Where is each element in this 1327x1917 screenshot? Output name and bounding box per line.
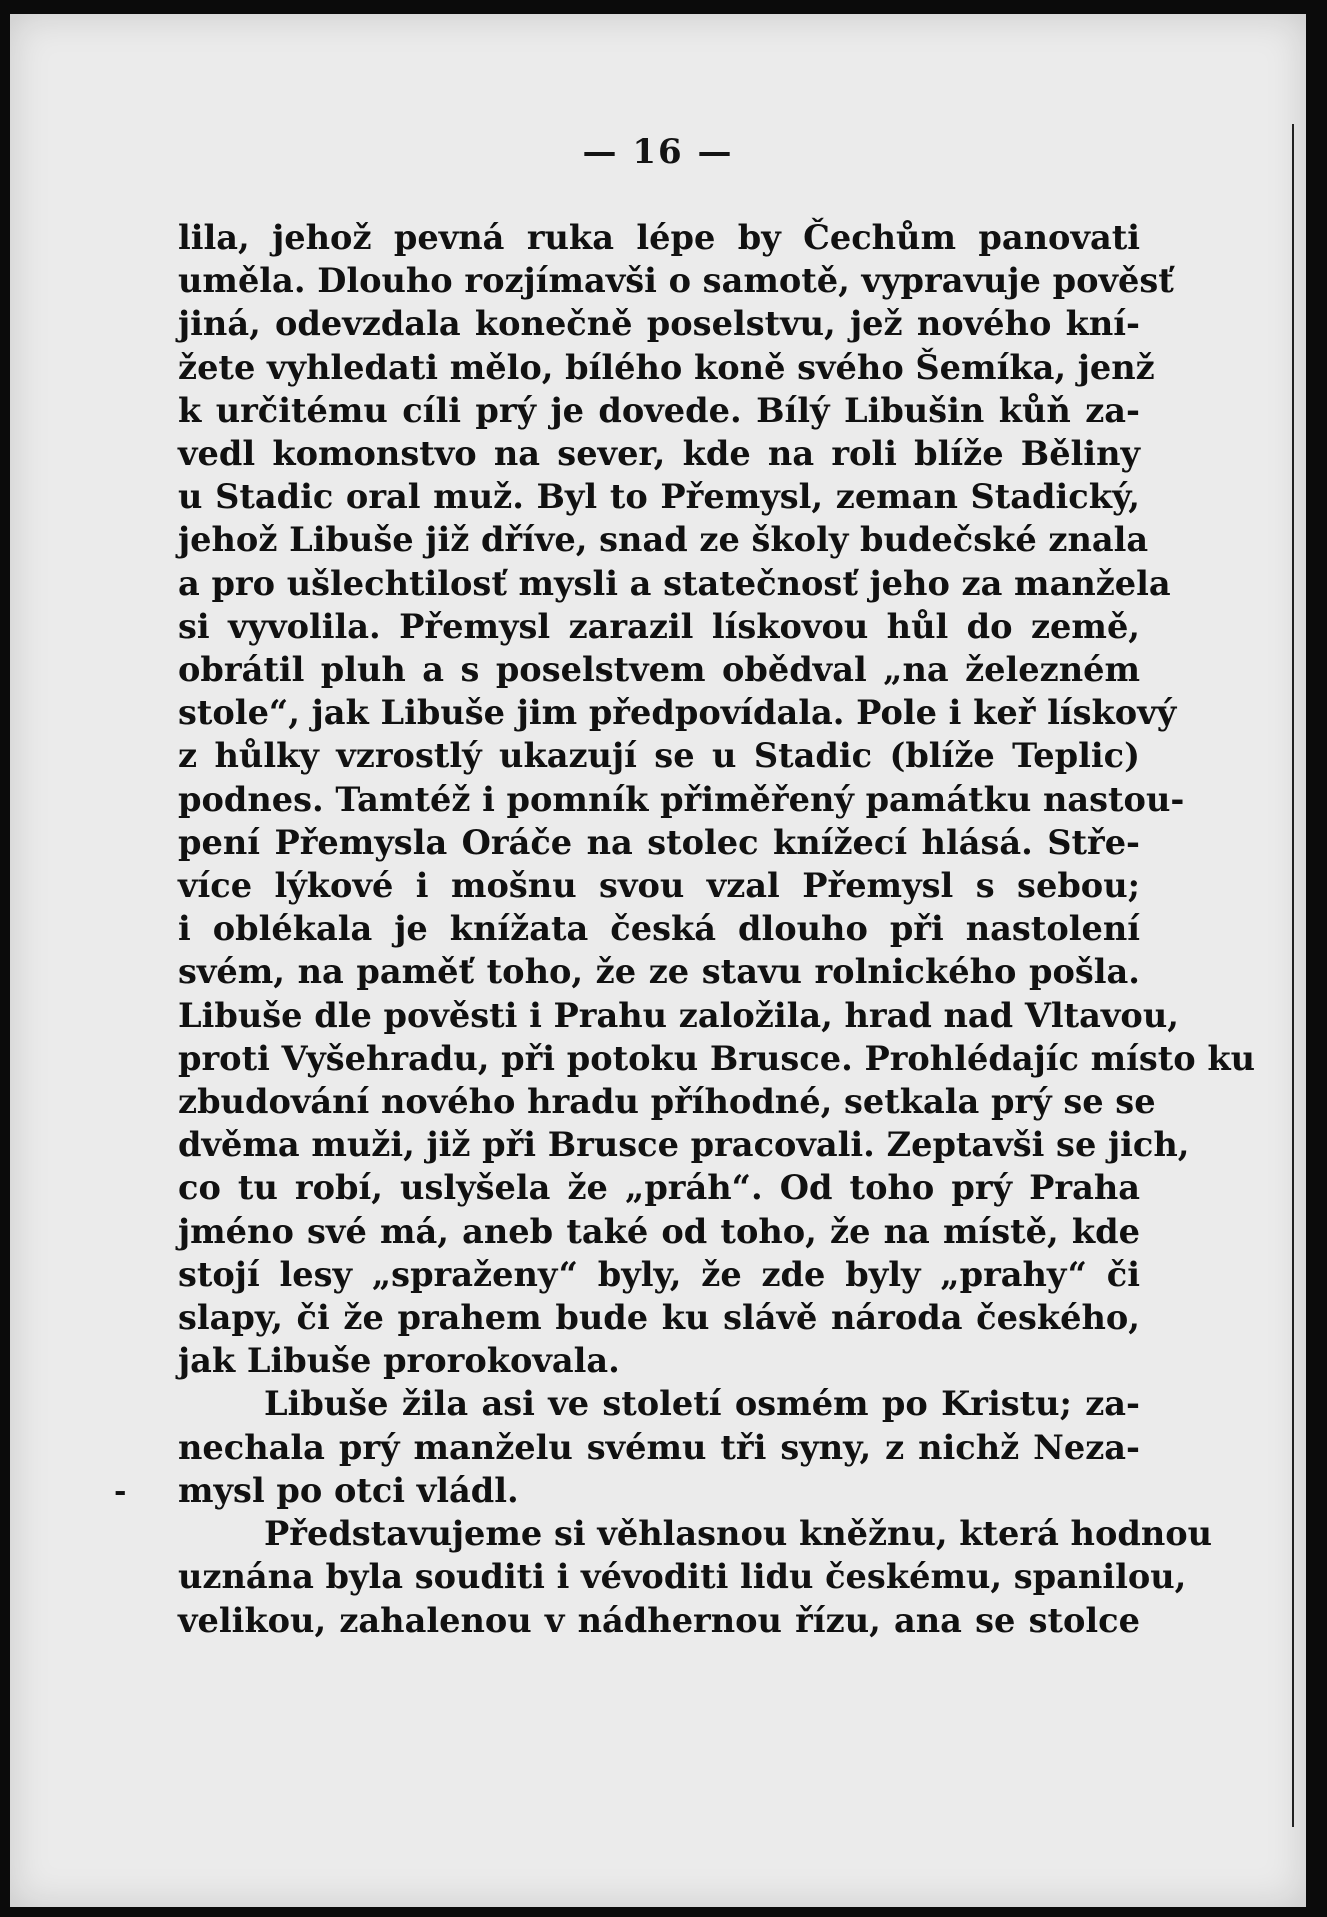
text-line: vedl komonstvo na sever, kde na roli blíže Běliny — [178, 433, 1140, 474]
text-line: Libuše dle pověsti i Prahu založila, hrad nad Vltavou, — [178, 994, 1179, 1035]
paragraph-start-line: Libuše žila asi ve století osmém po Kristu; za- — [264, 1383, 1140, 1424]
text-line: podnes. Tamtéž i pomník přiměřený památku nastou- — [178, 778, 1185, 819]
text-line: velikou, zahalenou v nádhernou řízu, ana se stolce — [178, 1599, 1140, 1640]
margin-mark: - — [114, 1474, 127, 1509]
text-line: z hůlky vzrostlý ukazují se u Stadic (blíže Teplic) — [178, 735, 1140, 776]
text-line: obrátil pluh a s poselstvem obědval „na železném — [178, 649, 1140, 690]
text-line: i oblékala je knížata česká dlouho při nastolení — [178, 908, 1140, 949]
text-line: pení Přemysla Oráče na stolec knížecí hlásá. Stře- — [178, 821, 1140, 862]
text-line: stole“, jak Libuše jim předpovídala. Pole i keř lískový — [178, 692, 1177, 733]
text-line: jehož Libuše již dříve, snad ze školy budečské znala — [178, 519, 1149, 560]
body-text — [178, 216, 1256, 1642]
text-line: jiná, odevzdala konečně poselstvu, jež nového kní- — [178, 303, 1140, 344]
page-number: — 16 — — [582, 132, 734, 172]
text-line: u Stadic oral muž. Byl to Přemysl, zeman Stadický, — [178, 476, 1140, 517]
text-line: proti Vyšehradu, při potoku Brusce. Prohlédajíc místo ku — [178, 1037, 1256, 1078]
text-line: jméno své má, aneb také od toho, že na místě, kde — [178, 1210, 1140, 1251]
text-line: dvěma muži, již při Brusce pracovali. Zeptavši se jich, — [178, 1124, 1190, 1165]
text-line: k určitému cíli prý je dovede. Bílý Libušin kůň za- — [178, 389, 1140, 430]
text-line: mysl po otci vládl. — [178, 1469, 519, 1510]
paragraph-start-line: Představujeme si věhlasnou kněžnu, která hodnou — [264, 1513, 1213, 1554]
text-line: žete vyhledati mělo, bílého koně svého Šemíka, jenž — [178, 346, 1155, 387]
text-line: stojí lesy „spraženy“ byly, že zde byly „prahy“ či — [178, 1253, 1140, 1294]
text-line: nechala prý manželu svému tři syny, z nichž Neza- — [178, 1426, 1140, 1467]
text-line: uznána byla souditi i vévoditi lidu českému, spanilou, — [178, 1556, 1187, 1597]
text-line: svém, na paměť toho, že ze stavu rolnického pošla. — [178, 951, 1140, 992]
text-line: a pro ušlechtilosť mysli a statečnosť jeho za manžela — [178, 562, 1171, 603]
page-edge — [1278, 124, 1294, 1827]
text-line: více lýkové i mošnu svou vzal Přemysl s sebou; — [178, 865, 1140, 906]
text-line: slapy, či že prahem bude ku slávě národa českého, — [178, 1297, 1140, 1338]
text-line: jak Libuše prorokovala. — [178, 1340, 620, 1381]
text-line: zbudování nového hradu příhodné, setkala prý se se — [178, 1081, 1156, 1122]
book-page — [10, 14, 1306, 1907]
text-line: si vyvolila. Přemysl zarazil lískovou hůl do země, — [178, 605, 1140, 646]
text-line: co tu robí, uslyšela že „práh“. Od toho prý Praha — [178, 1167, 1140, 1208]
text-line: lila, jehož pevná ruka lépe by Čechům panovati — [178, 217, 1140, 257]
text-line: uměla. Dlouho rozjímavši o samotě, vypravuje pověsť — [178, 260, 1174, 301]
